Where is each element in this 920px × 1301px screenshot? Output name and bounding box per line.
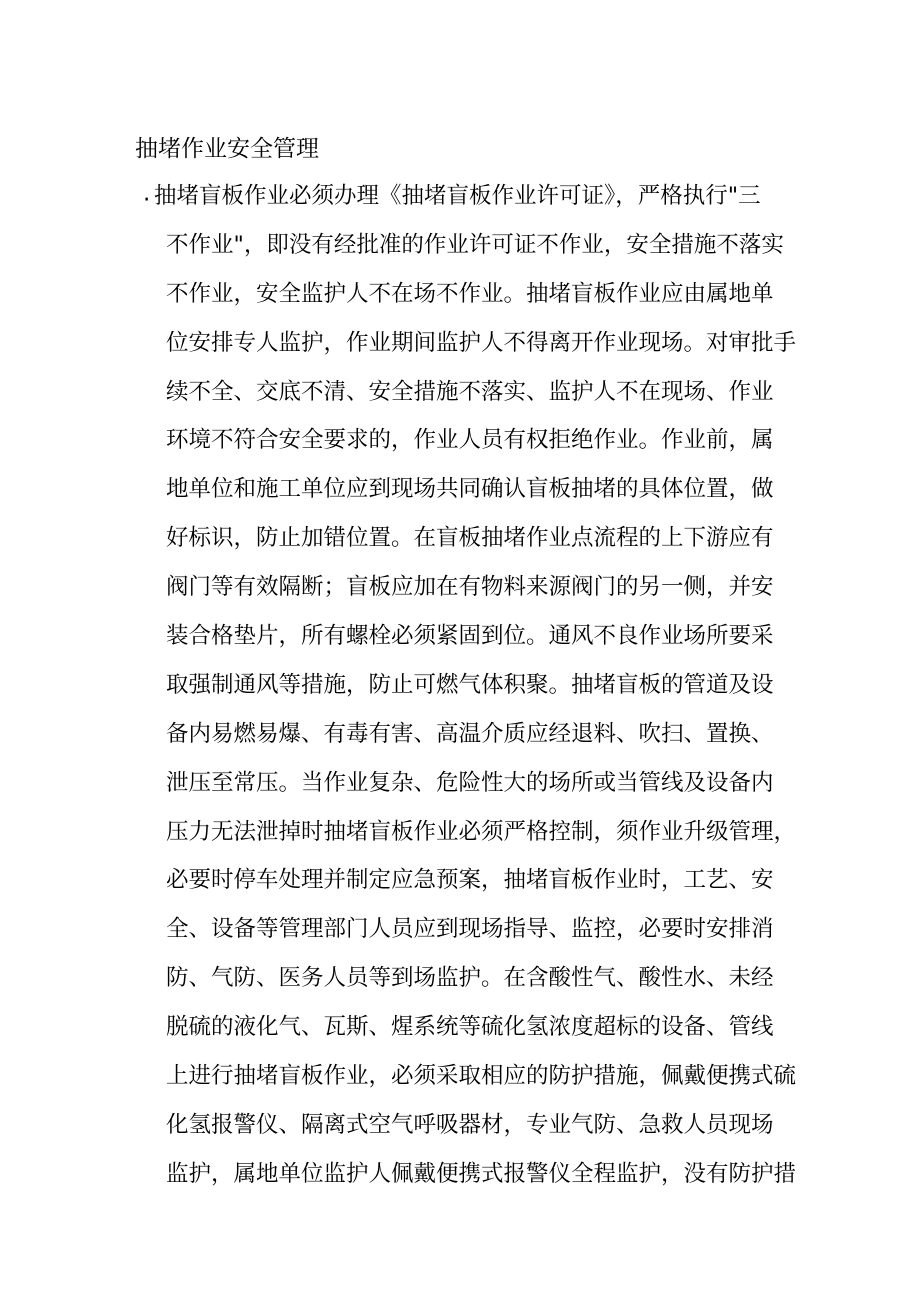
body-paragraph <box>154 180 806 1207</box>
paragraph-line: 必要时停车处理并制定应急预案，抽堵盲板作业时，工艺、安 <box>166 867 774 894</box>
paragraph-line: 地单位和施工单位应到现场共同确认盲板抽堵的具体位置，做 <box>166 476 774 503</box>
paragraph-line: 化氢报警仪、隔离式空气呼吸器材，专业气防、急救人员现场 <box>166 1111 774 1138</box>
paragraph-line: 装合格垫片，所有螺栓必须紧固到位。通风不良作业场所要采 <box>166 623 774 650</box>
paragraph-line: 不作业，安全监护人不在场不作业。抽堵盲板作业应由属地单 <box>166 280 774 307</box>
paragraph-line: 全、设备等管理部门人员应到现场指导、监控，必要时安排消 <box>166 916 774 943</box>
paragraph-line: 抽堵盲板作业必须办理《抽堵盲板作业许可证》，严格执行"三 <box>154 183 761 209</box>
paragraph-line: 好标识，防止加错位置。在盲板抽堵作业点流程的上下游应有 <box>166 525 774 552</box>
paragraph-line: 续不全、交底不清、安全措施不落实、监护人不在现场、作业 <box>166 378 774 405</box>
paragraph-line: 上进行抽堵盲板作业，必须采取相应的防护措施，佩戴便携式硫 <box>166 1063 797 1090</box>
paragraph-line: 监护，属地单位监护人佩戴便携式报警仪全程监护，没有防护措 <box>166 1160 797 1187</box>
bullet-marker: · <box>143 187 151 213</box>
paragraph-line: 压力无法泄掉时抽堵盲板作业必须严格控制，须作业升级管理， <box>166 818 797 845</box>
paragraph-line: 阀门等有效隔断；盲板应加在有物料来源阀门的另一侧，并安 <box>166 574 774 601</box>
document-title: 抽堵作业安全管理 <box>135 136 319 162</box>
paragraph-line: 不作业"，即没有经批准的作业许可证不作业，安全措施不落实 <box>166 231 784 258</box>
paragraph-line: 防、气防、医务人员等到场监护。在含酸性气、酸性水、未经 <box>166 965 774 992</box>
paragraph-line: 环境不符合安全要求的，作业人员有权拒绝作业。作业前，属 <box>166 427 774 454</box>
paragraph-line: 脱硫的液化气、瓦斯、煋系统等硫化氢浓度超标的设备、管线 <box>166 1014 774 1041</box>
paragraph-line: 泄压至常压。当作业复杂、危险性大的场所或当管线及设备内 <box>166 769 774 796</box>
paragraph-line: 取强制通风等措施，防止可燃气体积聚。抽堵盲板的管道及设 <box>166 671 774 698</box>
paragraph-line: 备内易燃易爆、有毒有害、高温介质应经退料、吹扫、置换、 <box>166 720 774 747</box>
paragraph-line: 位安排专人监护，作业期间监护人不得离开作业现场。对审批手 <box>166 329 797 356</box>
